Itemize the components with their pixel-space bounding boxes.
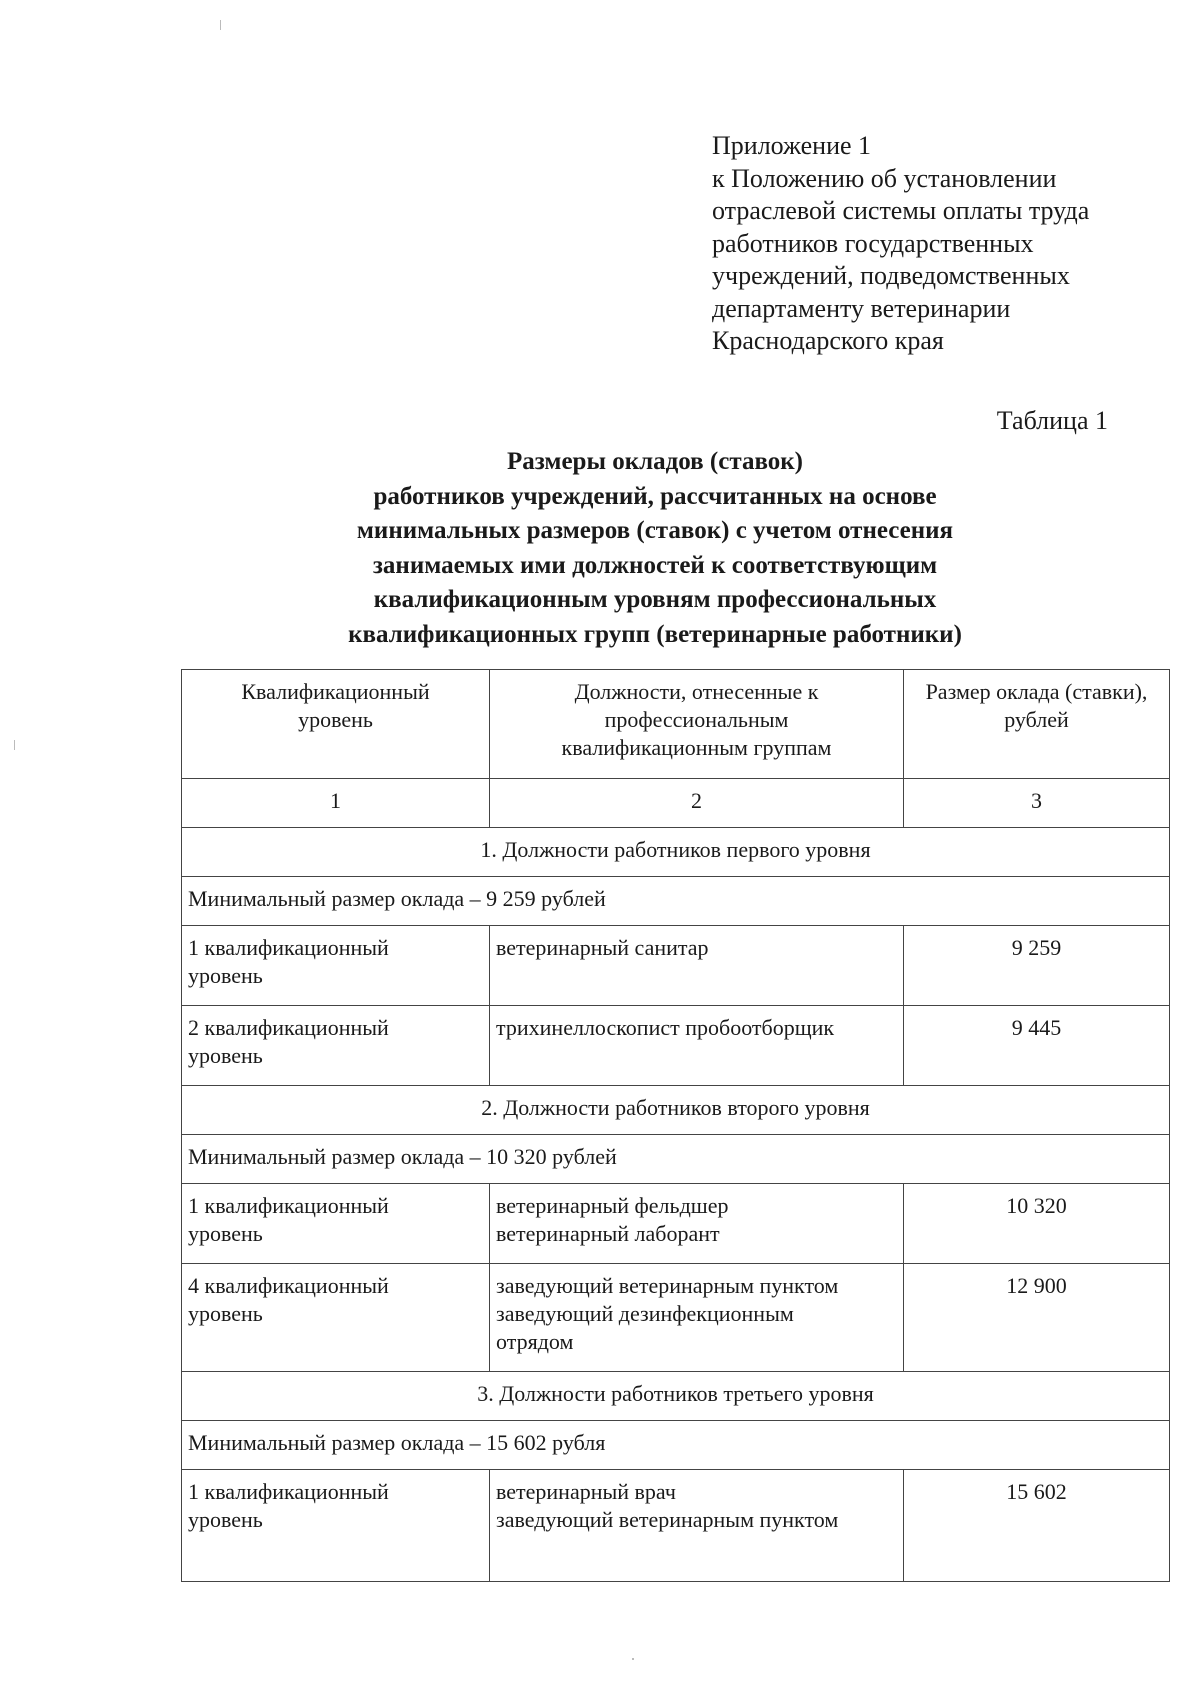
column-number: 1 bbox=[182, 779, 490, 828]
level-text: 2 квалификационный bbox=[188, 1015, 389, 1040]
level-cell bbox=[182, 1006, 490, 1086]
level-text: 4 квалификационный bbox=[188, 1273, 389, 1298]
salary-cell: 12 900 bbox=[904, 1264, 1170, 1372]
scan-mark bbox=[14, 740, 15, 750]
heading-line: квалификационных групп (ветеринарные работники) bbox=[348, 620, 962, 648]
table-row bbox=[182, 1184, 1170, 1264]
level-cell bbox=[182, 1184, 490, 1264]
heading-line: квалификационным уровням профессиональных bbox=[373, 586, 937, 613]
column-number: 3 bbox=[904, 779, 1170, 828]
position-text: ветеринарный фельдшер bbox=[496, 1193, 729, 1218]
header-text: профессиональным bbox=[604, 707, 789, 732]
position-text: ветеринарный санитар bbox=[496, 935, 709, 960]
position-text: заведующий дезинфекционным bbox=[496, 1301, 794, 1326]
header-text: квалификационным группам bbox=[561, 735, 832, 760]
heading-line: Размеры окладов (ставок) bbox=[506, 448, 804, 475]
document-heading bbox=[280, 445, 1030, 652]
section-title-row bbox=[182, 1372, 1170, 1421]
level-text: 1 квалификационный bbox=[188, 1193, 389, 1218]
min-salary-row bbox=[182, 877, 1170, 926]
positions-cell bbox=[490, 1006, 904, 1086]
header-level bbox=[182, 670, 490, 779]
header-text: Размер оклада (ставки), bbox=[925, 679, 1148, 704]
heading-line: минимальных размеров (ставок) с учетом отнесения bbox=[356, 517, 954, 544]
positions-cell bbox=[490, 1470, 904, 1582]
section-title-row bbox=[182, 828, 1170, 877]
heading-line: занимаемых ими должностей к соответствующим bbox=[372, 551, 938, 579]
position-text: ветеринарный лаборант bbox=[496, 1221, 720, 1246]
position-text: отрядом bbox=[496, 1329, 574, 1354]
level-text: уровень bbox=[188, 1507, 263, 1532]
scan-mark bbox=[632, 1658, 634, 1660]
level-text: уровень bbox=[188, 1043, 263, 1068]
table-header-row bbox=[182, 670, 1170, 779]
salary-cell: 9 259 bbox=[904, 926, 1170, 1006]
header-positions bbox=[490, 670, 904, 779]
level-cell bbox=[182, 1470, 490, 1582]
section-title: 3. Должности работников третьего уровня bbox=[182, 1372, 1170, 1421]
column-number-row bbox=[182, 779, 1170, 828]
position-text: заведующий ветеринарным пунктом bbox=[496, 1507, 839, 1532]
level-text: уровень bbox=[188, 1221, 263, 1246]
section-title: 1. Должности работников первого уровня bbox=[182, 828, 1170, 877]
appendix-note bbox=[712, 130, 1152, 358]
salary-cell: 10 320 bbox=[904, 1184, 1170, 1264]
min-salary: Минимальный размер оклада – 10 320 рублей bbox=[182, 1135, 1170, 1184]
section-title-row bbox=[182, 1086, 1170, 1135]
salary-table bbox=[181, 669, 1170, 1582]
table-row bbox=[182, 926, 1170, 1006]
header-salary bbox=[904, 670, 1170, 779]
table-row bbox=[182, 1470, 1170, 1582]
min-salary: Минимальный размер оклада – 9 259 рублей bbox=[182, 877, 1170, 926]
positions-cell bbox=[490, 1184, 904, 1264]
level-cell bbox=[182, 926, 490, 1006]
appendix-line: Приложение 1 bbox=[712, 131, 872, 160]
header-text: уровень bbox=[298, 707, 373, 732]
heading-line: работников учреждений, рассчитанных на основе bbox=[373, 482, 937, 510]
column-number: 2 bbox=[490, 779, 904, 828]
table-row bbox=[182, 1006, 1170, 1086]
appendix-line: Краснодарского края bbox=[712, 326, 944, 355]
header-text: Квалификационный bbox=[241, 679, 430, 704]
section-title: 2. Должности работников второго уровня bbox=[182, 1086, 1170, 1135]
salary-cell: 9 445 bbox=[904, 1006, 1170, 1086]
level-text: 1 квалификационный bbox=[188, 935, 389, 960]
appendix-line: к Положению об установлении bbox=[712, 163, 1057, 193]
salary-cell: 15 602 bbox=[904, 1470, 1170, 1582]
min-salary-row bbox=[182, 1135, 1170, 1184]
min-salary: Минимальный размер оклада – 15 602 рубля bbox=[182, 1421, 1170, 1470]
appendix-line: учреждений, подведомственных bbox=[712, 261, 1070, 290]
table-row bbox=[182, 1264, 1170, 1372]
appendix-line: отраслевой системы оплаты труда bbox=[712, 196, 1090, 225]
table-number: Таблица 1 bbox=[996, 406, 1108, 435]
level-text: 1 квалификационный bbox=[188, 1479, 389, 1504]
level-cell bbox=[182, 1264, 490, 1372]
appendix-line: департаменту ветеринарии bbox=[712, 293, 1011, 323]
positions-cell bbox=[490, 1264, 904, 1372]
positions-cell bbox=[490, 926, 904, 1006]
min-salary-row bbox=[182, 1421, 1170, 1470]
position-text: трихинеллоскопист пробоотборщик bbox=[496, 1015, 835, 1040]
position-text: ветеринарный врач bbox=[496, 1479, 676, 1504]
header-text: рублей bbox=[1004, 707, 1069, 732]
position-text: заведующий ветеринарным пунктом bbox=[496, 1273, 839, 1298]
appendix-line: работников государственных bbox=[712, 228, 1034, 258]
scan-mark bbox=[220, 20, 221, 30]
header-text: Должности, отнесенные к bbox=[574, 679, 819, 704]
level-text: уровень bbox=[188, 963, 263, 988]
level-text: уровень bbox=[188, 1301, 263, 1326]
